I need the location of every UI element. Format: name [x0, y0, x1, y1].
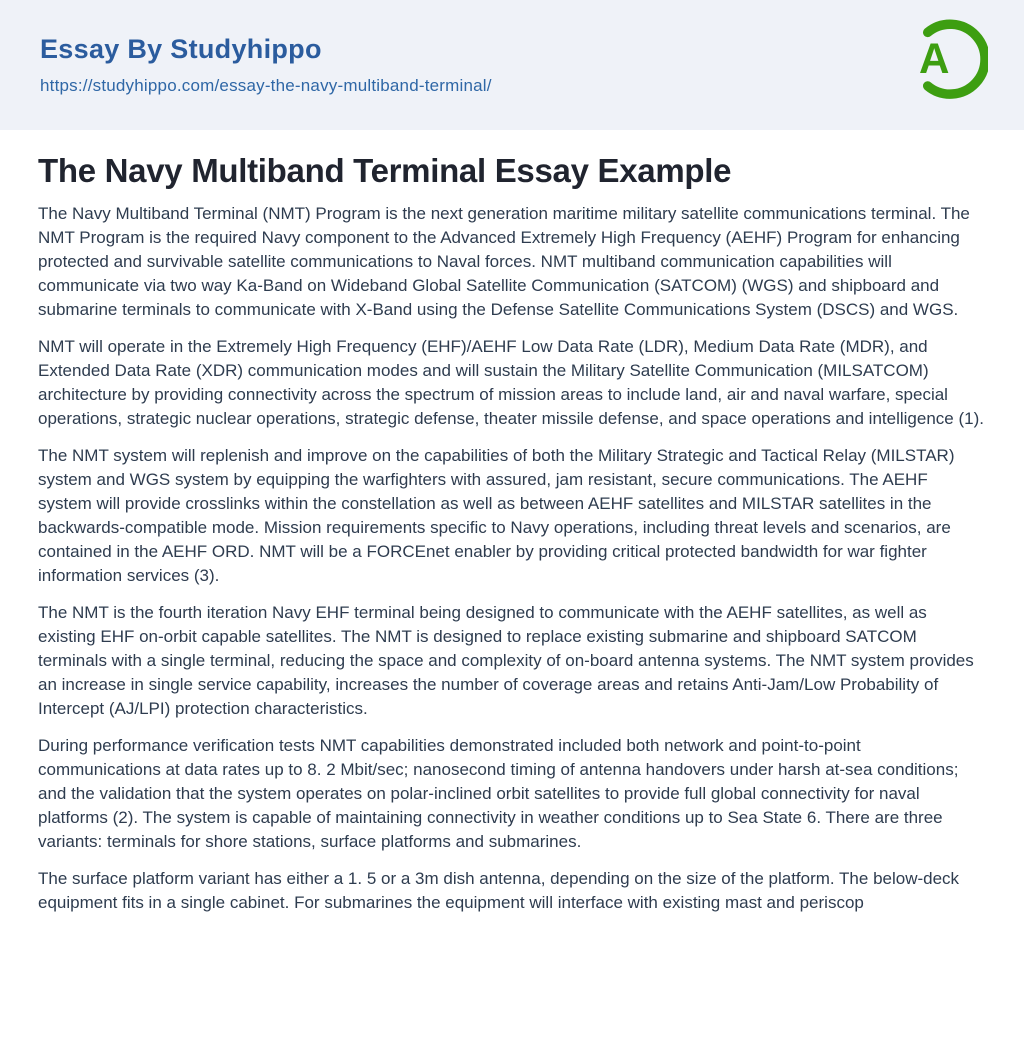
site-title: Essay By Studyhippo: [40, 34, 322, 64]
essay-paragraph: The NMT is the fourth iteration Navy EHF terminal being designed to communicate with the AEHF satellites, as well as existing EHF on-orbit capable satellites. The NMT is designed to replace existing submarine and shipboard SATCOM terminals with a single terminal, reducing the space and complexity of on-board antenna systems. The NMT system provides an increase in single service capability, increases the number of coverage areas and retains Anti-Jam/Low Probability of Intercept (AJ/LPI) protection characteristics.: [38, 603, 974, 718]
essay-paragraph: The surface platform variant has either a 1. 5 or a 3m dish antenna, depending on the size of the platform. The below-deck equipment fits in a single cabinet. For submarines the equipment will interface with existing mast and periscop: [38, 869, 960, 912]
essay-paragraph: The Navy Multiband Terminal (NMT) Program is the next generation maritime military satellite communications terminal. The NMT Program is the required Navy component to the Advanced Extremely High Frequency (AEHF) Program for enhancing protected and survivable satellite communications to Naval forces. NMT multiband communication capabilities will communicate via two way Ka-Band on Wideband Global Satellite Communication (SATCOM) (WGS) and shipboard and submarine terminals to communicate with X-Band using the Defense Satellite Communications System (DSCS) and WGS.: [38, 204, 970, 319]
essay-paragraph: NMT will operate in the Extremely High Frequency (EHF)/AEHF Low Data Rate (LDR), Medium Data Rate (MDR), and Extended Data Rate (XDR) communication modes and will sustain the Military Satellite Communication (MILSATCOM) architecture by providing connectivity across the spectrum of mission areas to include land, air and naval warfare, special operations, strategic nuclear operations, strategic defense, theater missile defense, and space operations and intelligence (1).: [38, 337, 984, 428]
essay-paragraph: During performance verification tests NMT capabilities demonstrated included both network and point-to-point communications at data rates up to 8. 2 Mbit/sec; nanosecond timing of antenna handovers under harsh at-sea conditions; and the validation that the system operates on polar-inclined orbit satellites to provide full global connectivity for naval platforms (2). The system is capable of maintaining connectivity in weather conditions up to Sea State 6. There are three variants: terminals for shore stations, surface platforms and submarines.: [38, 736, 959, 851]
logo-letter: A: [918, 35, 950, 82]
page-header: [0, 0, 1024, 130]
essay-title: The Navy Multiband Terminal Essay Example: [38, 152, 732, 189]
studyhippo-logo-icon: [908, 14, 988, 116]
page-url-link[interactable]: https://studyhippo.com/essay-the-navy-multiband-terminal/: [40, 76, 492, 95]
essay-body: [38, 202, 986, 915]
essay-content: [0, 130, 1024, 915]
essay-paragraph: The NMT system will replenish and improve on the capabilities of both the Military Strategic and Tactical Relay (MILSTAR) system and WGS system by equipping the warfighters with assured, jam resistant, secure communications. The AEHF system will provide crosslinks within the constellation as well as between AEHF satellites and MILSTAR satellites in the backwards-compatible mode. Mission requirements specific to Navy operations, including threat levels and scenarios, are contained in the AEHF ORD. NMT will be a FORCEnet enabler by providing critical protected bandwidth for war fighter information services (3).: [38, 446, 955, 585]
header-text-block: [40, 34, 492, 96]
